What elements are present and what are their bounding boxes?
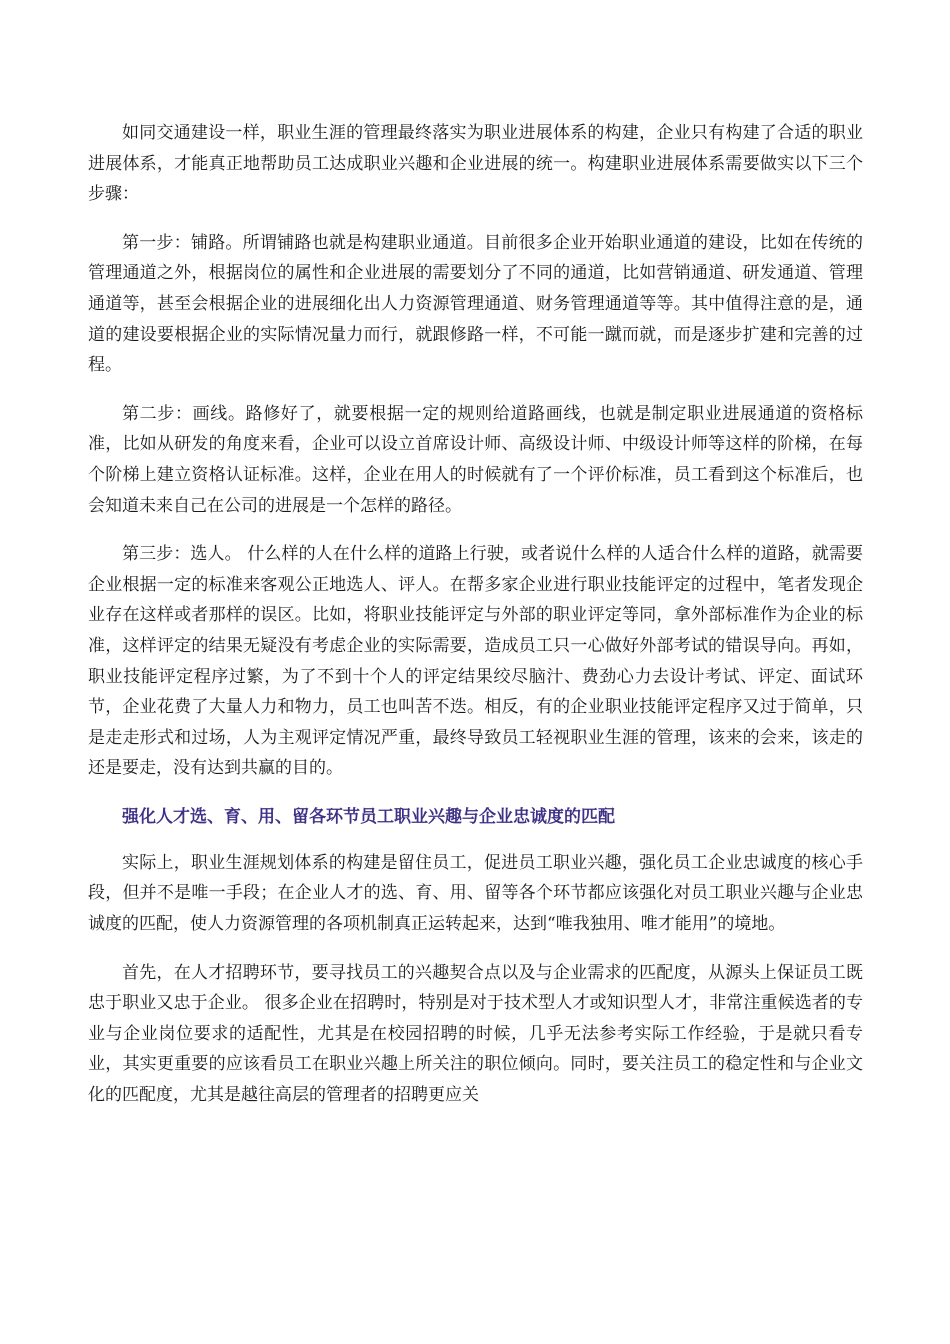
paragraph-section-intro: 实际上，职业生涯规划体系的构建是留住员工，促进员工职业兴趣，强化员工企业忠诚度的核心手段，但并不是唯一手段；在企业人才的选、育、用、留等各个环节都应该强化对员工职业兴趣与企业忠诚度的匹配，使人力资源管理的各项机制真正运转起来，达到“唯我独用、唯才能用”的境地。	[88, 852, 863, 935]
paragraph-recruitment: 首先，在人才招聘环节，要寻找员工的兴趣契合点以及与企业需求的匹配度，从源头上保证员工既忠于职业又忠于企业。 很多企业在招聘时，特别是对于技术型人才或知识型人才，非常注重候选者的专业与企业岗位要求的适配性，尤其是在校园招聘的时候，几乎无法参考实际工作经验，于是就只看专业，其实更重要的应该看员工在职业兴趣上所关注的职位倾向。同时，要关注员工的稳定性和与企业文化的匹配度，尤其是越往高层的管理者的招聘更应关	[88, 962, 863, 1106]
document-page	[88, 118, 863, 1129]
paragraph-intro: 如同交通建设一样，职业生涯的管理最终落实为职业进展体系的构建，企业只有构建了合适的职业进展体系，才能真正地帮助员工达成职业兴趣和企业进展的统一。构建职业进展体系需要做实以下三个步骤：	[88, 123, 863, 205]
paragraph-step-one: 第一步：铺路。所谓铺路也就是构建职业通道。目前很多企业开始职业通道的建设，比如在传统的管理通道之外，根据岗位的属性和企业进展的需要划分了不同的通道，比如营销通道、研发通道、管理通道等，甚至会根据企业的进展细化出人力资源管理通道、财务管理通道等等。其中值得注意的是，通道的建设要根据企业的实际情况量力而行，就跟修路一样，不可能一蹴而就，而是逐步扩建和完善的过程。	[88, 232, 863, 376]
paragraph-step-three: 第三步：选人。 什么样的人在什么样的道路上行驶，或者说什么样的人适合什么样的道路，就需要企业根据一定的标准来客观公正地选人、评人。在帮多家企业进行职业技能评定的过程中，笔者发现企业存在这样或者那样的误区。比如，将职业技能评定与外部的职业评定等同，拿外部标准作为企业的标准，这样评定的结果无疑没有考虑企业的实际需要，造成员工只一心做好外部考试的错误导向。再如，职业技能评定程序过繁，为了不到十个人的评定结果绞尽脑汁、费劲心力去设计考试、评定、面试环节，企业花费了大量人力和物力，员工也叫苦不迭。相反，有的企业职业技能评定程序又过于简单，只是走走形式和过场，人为主观评定情况严重，最终导致员工轻视职业生涯的管理，该来的会来，该走的还是要走，没有达到共赢的目的。	[88, 544, 863, 779]
paragraph-step-two: 第二步：画线。路修好了，就要根据一定的规则给道路画线，也就是制定职业进展通道的资格标准，比如从研发的角度来看，企业可以设立首席设计师、高级设计师、中级设计师等这样的阶梯，在每个阶梯上建立资格认证标准。这样，企业在用人的时候就有了一个评价标准，员工看到这个标准后，也会知道未来自己在公司的进展是一个怎样的路径。	[88, 403, 863, 516]
section-heading: 强化人才选、育、用、留各环节员工职业兴趣与企业忠诚度的匹配	[122, 806, 615, 827]
